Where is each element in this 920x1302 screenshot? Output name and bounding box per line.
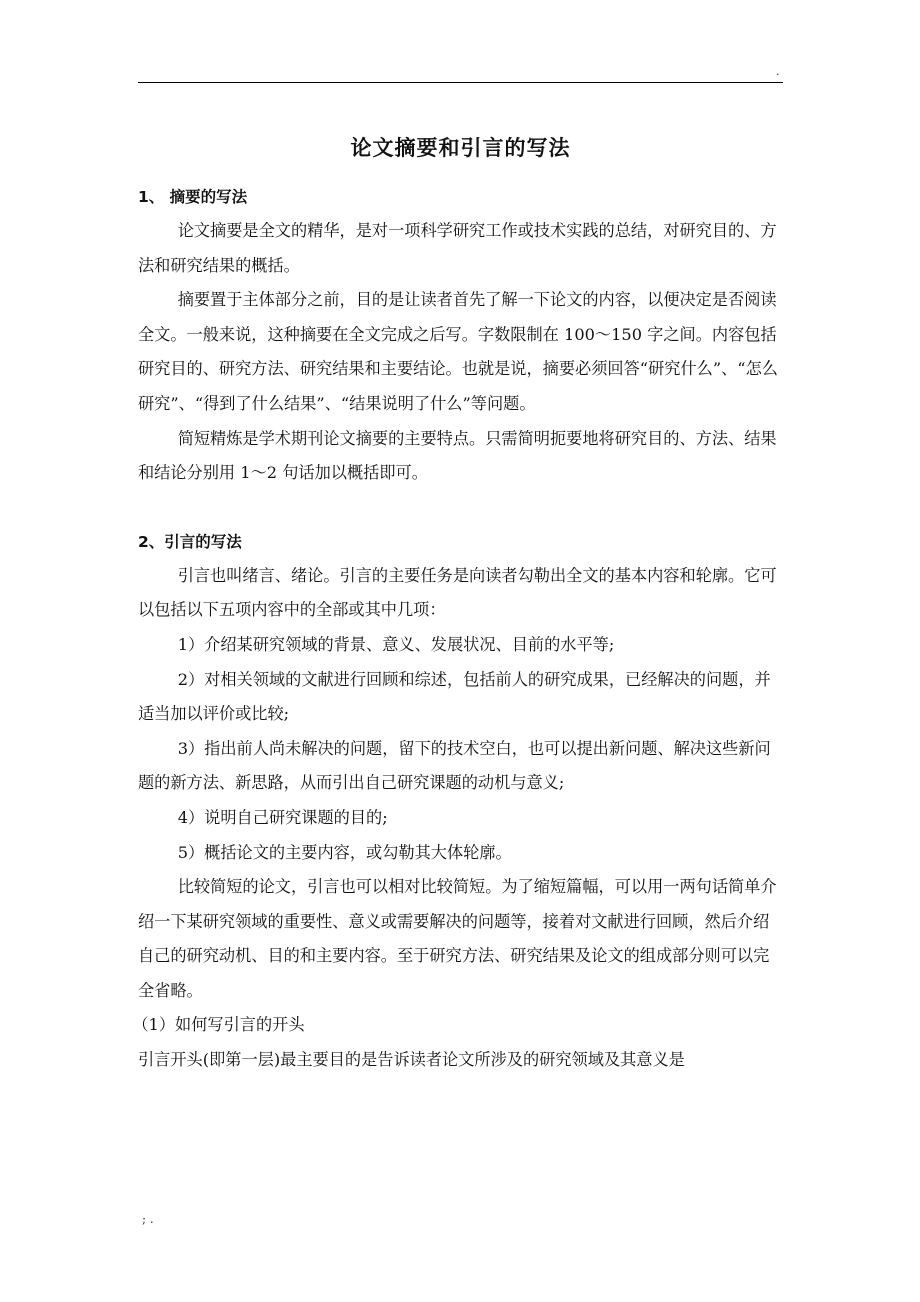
header-mark: .: [776, 65, 780, 78]
paragraph: 比较简短的论文，引言也可以相对比较简短。为了缩短篇幅，可以用一两句话简单介绍一下某研究领域的重要性、意义或需要解决的问题等，接着对文献进行回顾，然后介绍自己的研究动机、目的和主要内容。至于研究方法、研究结果及论文的组成部分则可以完全省略。: [138, 877, 777, 1000]
list-item: 1）介绍某研究领域的背景、意义、发展状况、目前的水平等;: [177, 634, 615, 654]
list-item: 2）对相关领域的文献进行回顾和综述，包括前人的研究成果，已经解决的问题，并适当加以评价或比较;: [138, 669, 771, 724]
section-heading-abstract: 1、 摘要的写法: [138, 188, 248, 206]
paragraph: 引言也叫绪言、绪论。引言的主要任务是向读者勾勒出全文的基本内容和轮廓。它可以包括以下五项内容中的全部或其中几项：: [138, 565, 777, 620]
paragraph: 简短精炼是学术期刊论文摘要的主要特点。只需简明扼要地将研究目的、方法、结果和结论分别用 1～2 句话加以概括即可。: [138, 428, 777, 483]
subheading: （1）如何写引言的开头: [132, 1015, 305, 1035]
paragraph: 论文摘要是全文的精华，是对一项科学研究工作或技术实践的总结，对研究目的、方法和研究结果的概括。: [138, 221, 777, 275]
list-item: 4）说明自己研究课题的目的;: [177, 807, 388, 827]
footer-mark: ; .: [142, 1212, 154, 1226]
header-rule: [138, 82, 783, 83]
paragraph: 引言开头(即第一层)最主要目的是告诉读者论文所涉及的研究领域及其意义是: [138, 1050, 685, 1070]
list-item: 3）指出前人尚未解决的问题，留下的技术空白，也可以提出新问题、解决这些新问题的新方法、新思路，从而引出自己研究课题的动机与意义;: [138, 738, 771, 793]
paragraph: 摘要置于主体部分之前，目的是让读者首先了解一下论文的内容，以便决定是否阅读全文。一般来说，这种摘要在全文完成之后写。字数限制在 100～150 字之间。内容包括研究目的、研究方法、研究结果和主要结论。也就是说，摘要必须回答“研究什么”、“怎么研究”、“得到了什么结果”、“结果说明了什么”等问题。: [138, 290, 778, 413]
section-heading-introduction: 2、引言的写法: [138, 532, 242, 551]
list-item: 5）概括论文的主要内容，或勾勒其大体轮廓。: [177, 842, 512, 862]
document-title: 论文摘要和引言的写法: [350, 136, 571, 160]
document-body: [132, 128, 783, 1078]
section-spacer: [138, 491, 783, 525]
